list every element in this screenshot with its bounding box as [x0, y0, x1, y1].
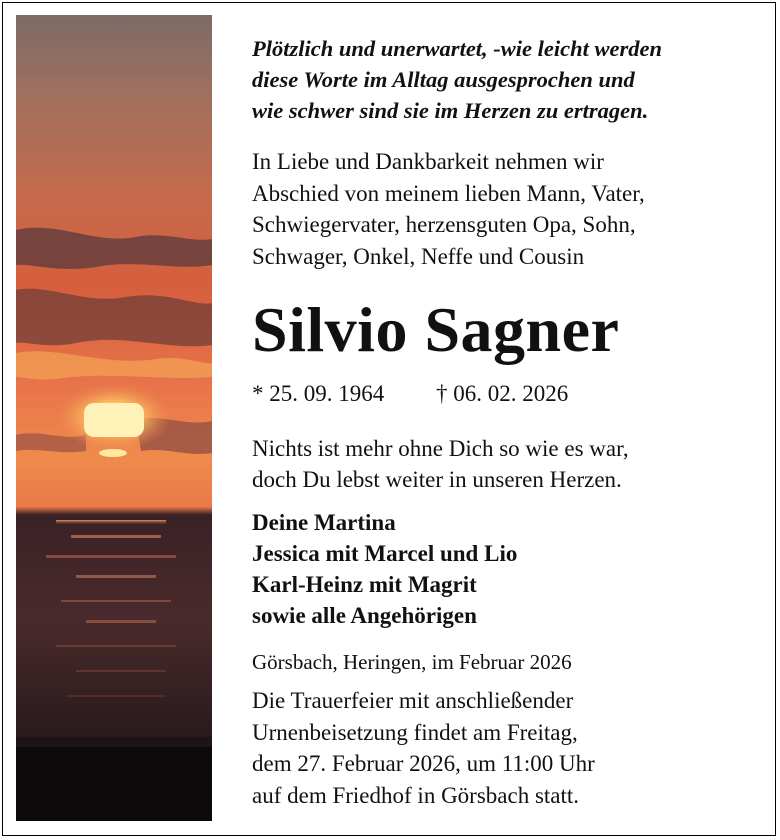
sunset-photo	[16, 15, 212, 821]
quote-line: doch Du lebst weiter in unseren Herzen.	[252, 467, 622, 492]
death-date: † 06. 02. 2026	[436, 381, 569, 406]
ceremony-line: Urnenbeisetzung findet am Freitag,	[252, 719, 578, 745]
farewell-line: Schwager, Onkel, Neffe und Cousin	[252, 243, 585, 269]
farewell-line: Schwiegervater, herzensguten Opa, Sohn,	[252, 212, 636, 237]
life-dates	[252, 377, 762, 411]
farewell-line: In Liebe und Dankbarkeit nehmen wir	[252, 149, 604, 174]
deceased-name: Silvio Sagner	[252, 294, 620, 365]
intro-line: Plötzlich und unerwartet, -wie leicht werden	[252, 36, 663, 61]
mourners-list	[252, 507, 762, 631]
intro-line: wie schwer sind sie im Herzen zu ertragen.	[252, 98, 649, 123]
farewell-text	[252, 146, 762, 272]
ceremony-line: auf dem Friedhof in Görsbach statt.	[252, 782, 580, 808]
quote-line: Nichts ist mehr ohne Dich so wie es war,	[252, 436, 629, 461]
ceremony-line: dem 27. Februar 2026, um 11:00 Uhr	[252, 751, 595, 776]
mourner: sowie alle Angehörigen	[252, 603, 477, 628]
ceremony-info	[252, 685, 762, 811]
mourner: Karl-Heinz mit Magrit	[252, 572, 477, 597]
memorial-quote	[252, 433, 762, 495]
ceremony-line: Die Trauerfeier mit anschließender	[252, 688, 574, 713]
intro-verse	[252, 33, 762, 126]
mourner: Deine Martina	[252, 510, 396, 535]
sunset-over-sea-image	[16, 15, 212, 821]
birth-date: * 25. 09. 1964	[252, 381, 385, 406]
intro-line: diese Worte im Alltag ausgesprochen und	[252, 67, 635, 92]
mourner: Jessica mit Marcel und Lio	[252, 541, 518, 566]
farewell-line: Abschied von meinem lieben Mann, Vater,	[252, 180, 645, 206]
place-and-date: Görsbach, Heringen, im Februar 2026	[252, 650, 572, 674]
